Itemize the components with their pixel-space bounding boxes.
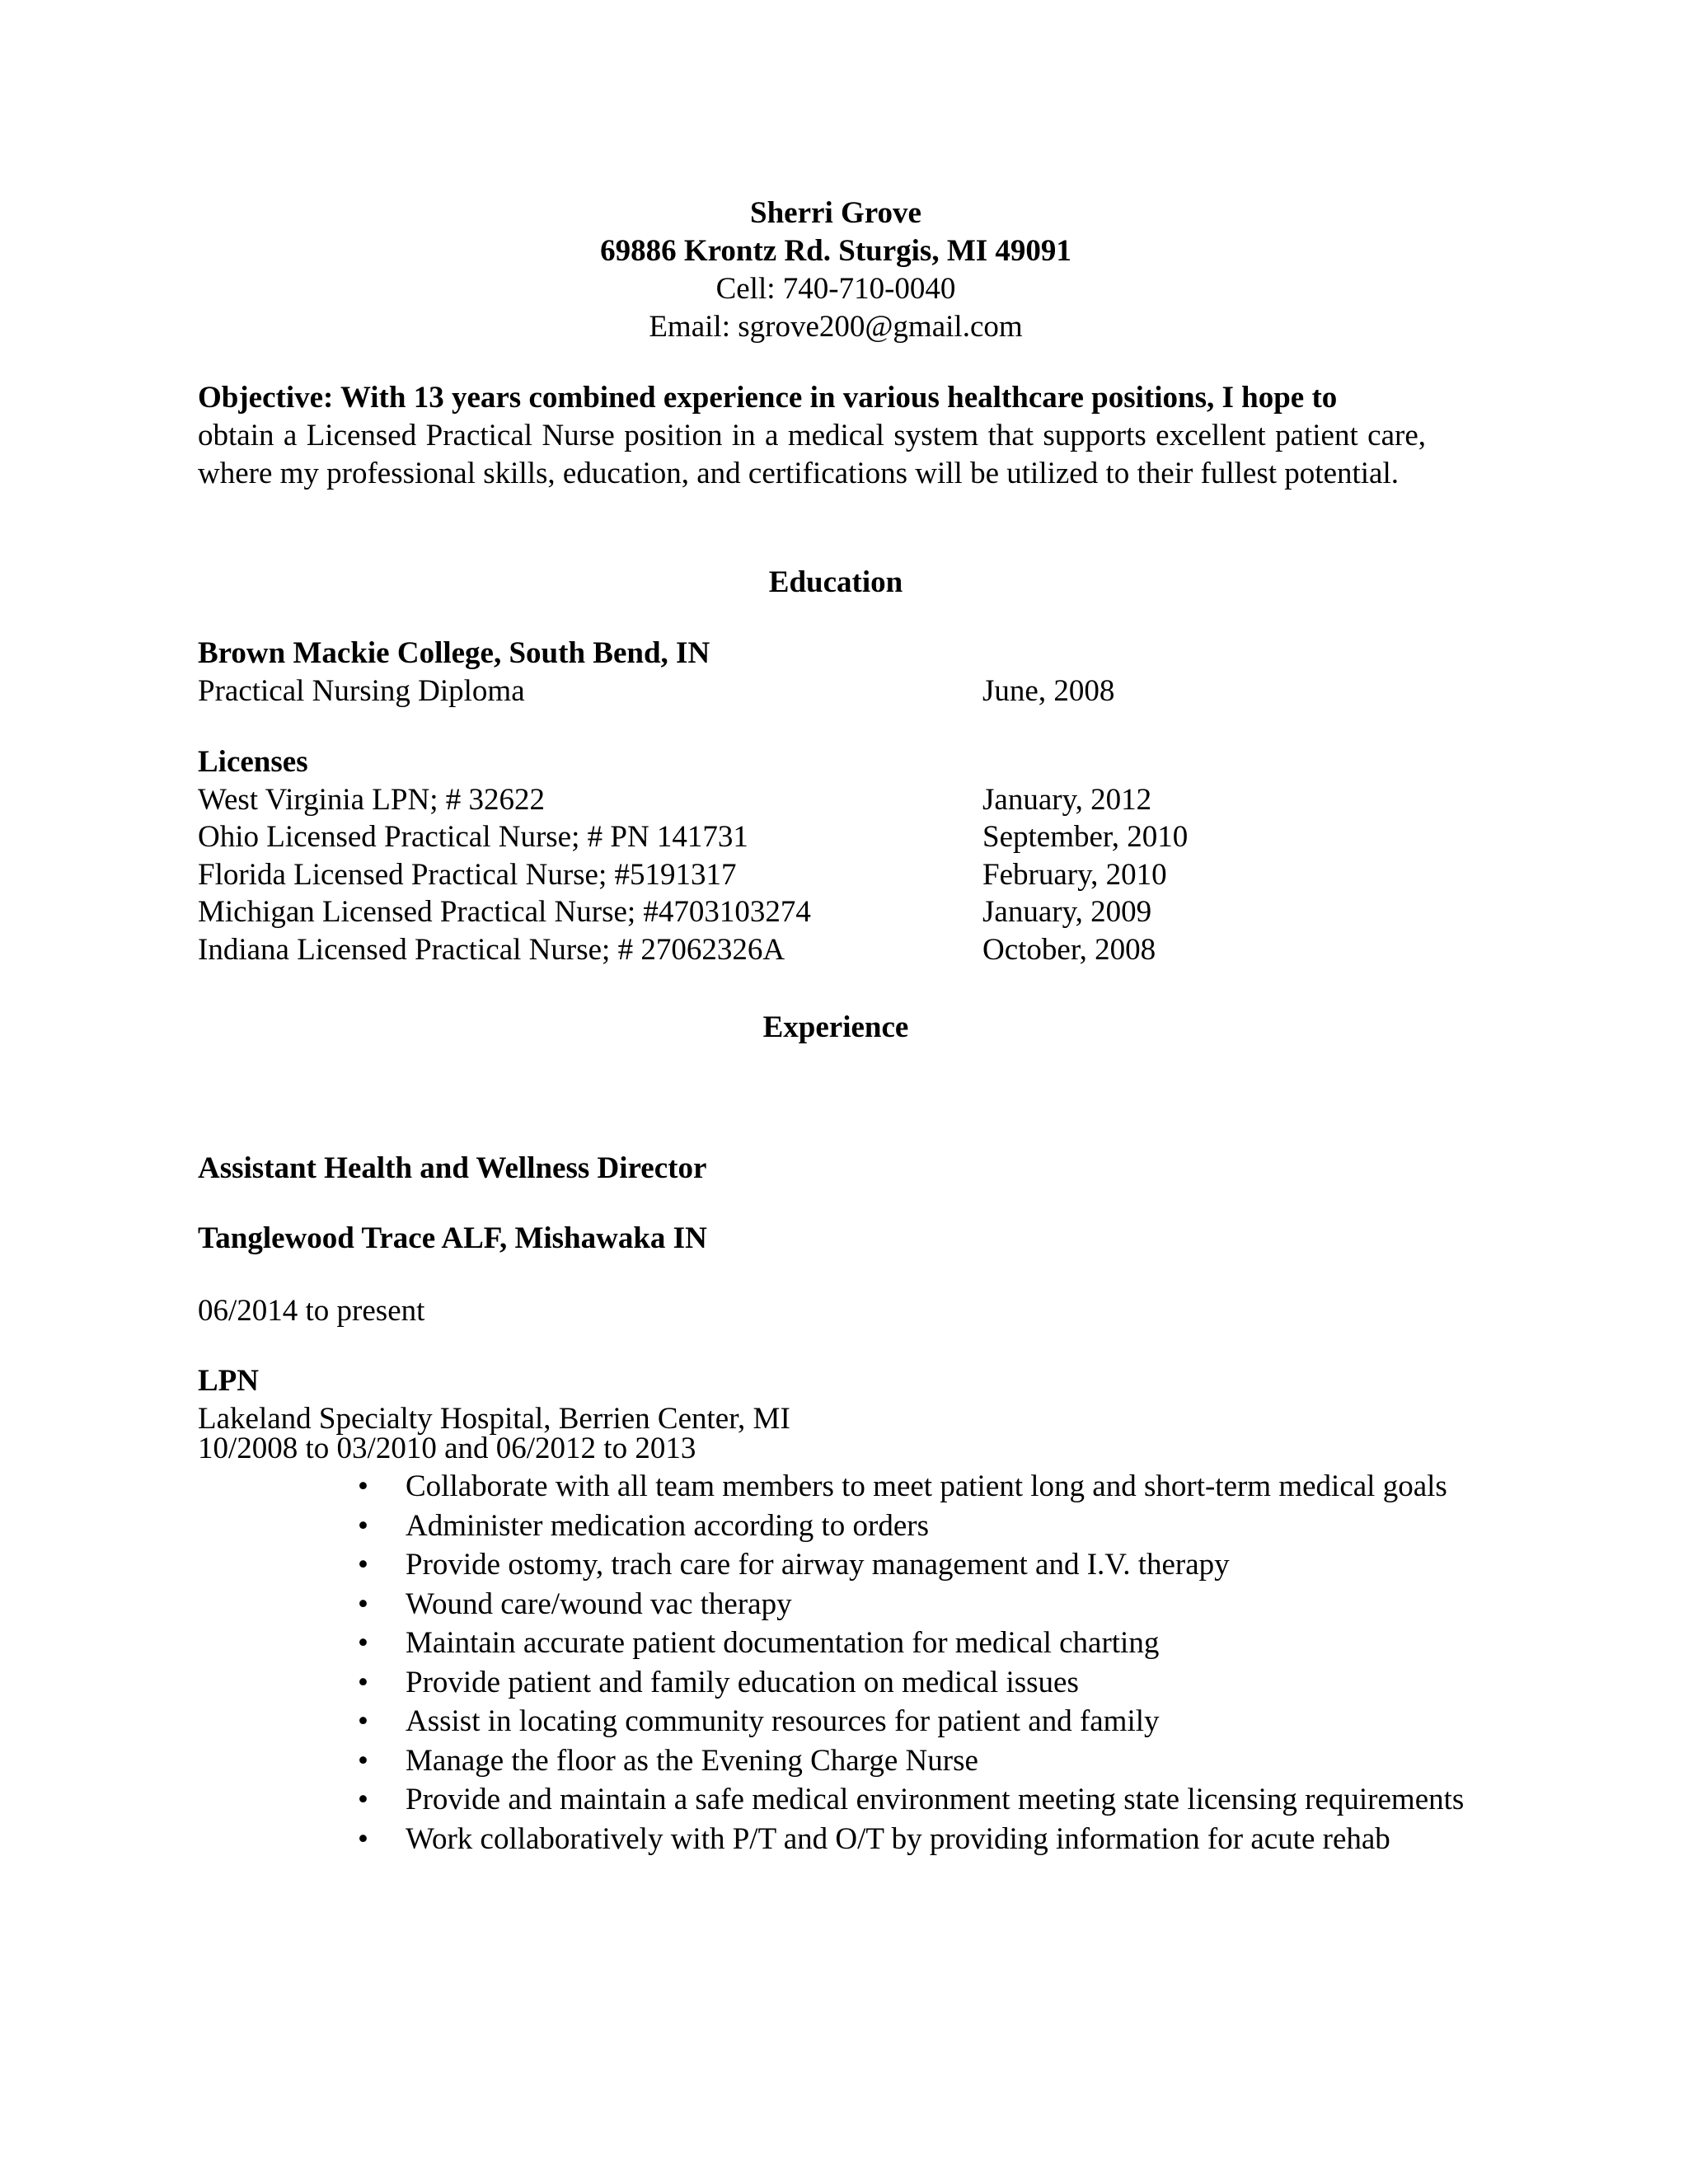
license-date: February, 2010	[982, 858, 1167, 892]
bullet-icon: •	[358, 1586, 368, 1621]
education-date: June, 2008	[982, 674, 1115, 708]
duty-text: Provide patient and family education on medical issues	[406, 1665, 1079, 1699]
duty-text: Work collaboratively with P/T and O/T by providing information for acute rehab	[406, 1821, 1390, 1856]
bullet-icon: •	[358, 1469, 368, 1503]
duty-text: Assist in locating community resources for patient and family	[406, 1704, 1160, 1738]
duty-text: Provide ostomy, trach care for airway management and I.V. therapy	[406, 1548, 1230, 1582]
bullet-icon: •	[358, 1821, 368, 1856]
job-dates: 10/2008 to 03/2010 and 06/2012 to 2013	[198, 1432, 696, 1465]
license-row	[198, 818, 1269, 856]
bullet-icon: •	[358, 1548, 368, 1582]
license-name: Michigan Licensed Practical Nurse; #4703103274	[198, 895, 811, 929]
education-school: Brown Mackie College, South Bend, IN	[198, 636, 710, 670]
license-date: January, 2012	[982, 783, 1152, 817]
bullet-icon: •	[358, 1743, 368, 1778]
list-item	[354, 1663, 1475, 1703]
objective-body: obtain a Licensed Practical Nurse position in a medical system that supports excellent patient care, where my professional skills, education, and certifications will be utilized to their fullest potential.	[198, 419, 1426, 490]
education-row	[198, 673, 1269, 710]
license-row	[198, 893, 1269, 931]
bullet-icon: •	[358, 1626, 368, 1660]
experience-heading: Experience	[762, 1010, 909, 1044]
bullet-icon: •	[358, 1783, 368, 1816]
license-name: Indiana Licensed Practical Nurse; # 27062326A	[198, 933, 785, 967]
list-item	[354, 1545, 1475, 1585]
job-employer: Tanglewood Trace ALF, Mishawaka IN	[198, 1221, 707, 1255]
list-item	[354, 1820, 1475, 1859]
education-heading: Education	[768, 565, 903, 599]
applicant-cell: Cell: 740-710-0040	[715, 272, 956, 306]
bullet-icon: •	[358, 1704, 368, 1738]
list-item	[354, 1467, 1475, 1507]
license-name: Ohio Licensed Practical Nurse; # PN 141731	[198, 820, 748, 854]
list-item	[354, 1780, 1475, 1820]
job-title: Assistant Health and Wellness Director	[198, 1151, 707, 1185]
license-row	[198, 931, 1269, 969]
applicant-name: Sherri Grove	[750, 196, 921, 230]
objective-lead: Objective: With 13 years combined experience in various healthcare positions, I hope to	[198, 381, 1338, 415]
job-dates: 06/2014 to present	[198, 1294, 425, 1328]
job-title: LPN	[198, 1364, 259, 1398]
license-name: West Virginia LPN; # 32622	[198, 783, 545, 817]
list-item	[354, 1624, 1475, 1663]
applicant-address: 69886 Krontz Rd. Sturgis, MI 49091	[600, 234, 1071, 268]
job-employer: Lakeland Specialty Hospital, Berrien Center, MI	[198, 1402, 790, 1436]
duty-text: Administer medication according to orders	[406, 1508, 929, 1543]
duties-list	[354, 1467, 1475, 1858]
bullet-icon: •	[358, 1508, 368, 1543]
list-item	[354, 1702, 1475, 1741]
license-row	[198, 781, 1269, 819]
duty-text: Provide and maintain a safe medical environment meeting state licensing requirements	[406, 1783, 1465, 1816]
list-item	[354, 1585, 1475, 1624]
duty-text: Wound care/wound vac therapy	[406, 1586, 792, 1621]
duty-text: Collaborate with all team members to meet patient long and short-term medical goals	[406, 1469, 1447, 1503]
applicant-email: Email: sgrove200@gmail.com	[649, 310, 1023, 344]
license-date: September, 2010	[982, 820, 1189, 854]
list-item	[354, 1741, 1475, 1781]
bullet-icon: •	[358, 1665, 368, 1699]
license-date: October, 2008	[982, 933, 1156, 967]
licenses-heading: Licenses	[198, 745, 308, 779]
duty-text: Maintain accurate patient documentation for medical charting	[406, 1626, 1160, 1660]
duty-text: Manage the floor as the Evening Charge Nurse	[406, 1743, 978, 1778]
license-date: January, 2009	[982, 895, 1152, 929]
license-name: Florida Licensed Practical Nurse; #5191317	[198, 858, 737, 892]
education-program: Practical Nursing Diploma	[198, 674, 525, 708]
list-item	[354, 1507, 1475, 1546]
license-row	[198, 856, 1269, 894]
